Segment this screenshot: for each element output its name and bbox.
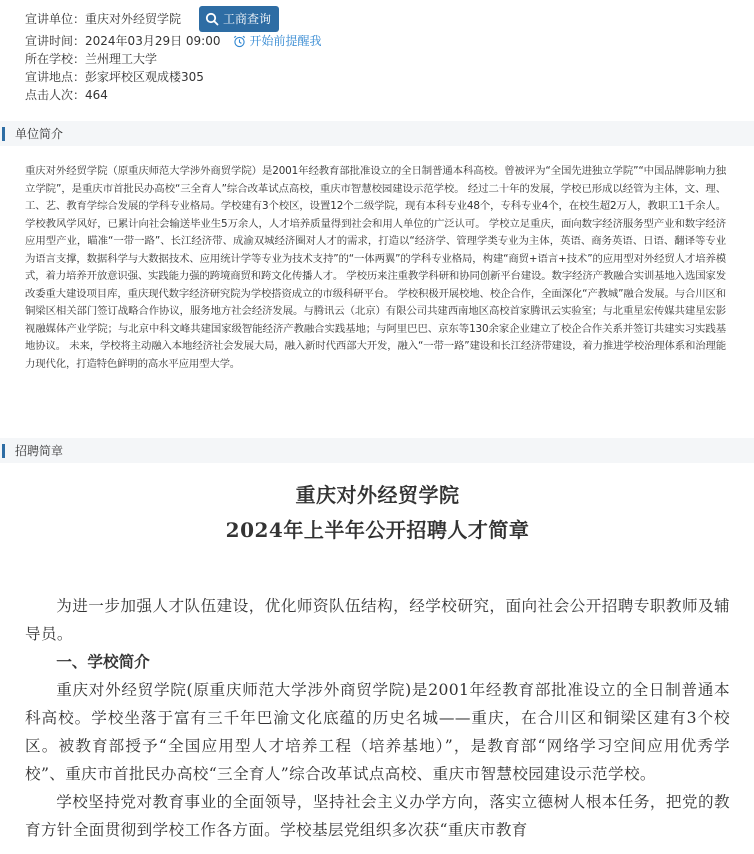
unit-label: 宣讲单位：: [25, 12, 86, 26]
school-label: 所在学校：: [25, 52, 86, 66]
time-value: 2024年03月29日 09:00: [85, 34, 221, 48]
recruitment-document: [25, 478, 730, 844]
company-intro-text: 重庆对外经贸学院（原重庆师范大学涉外商贸学院）是2001年经教育部批准设立的全日制普通本科高校。曾被评为“全国先进独立学院”“中国品牌影响力独立学院”，是重庆市首批民办高校“三全育人”综合改革试点高校，重庆市智慧校园建设示范学校。 经过二十年的发展，学校已形成以经管为主体，文、理、工、艺、教育学综合发展的学科专业格局。学校建有3个校区，设置12个二级学院，现有本科专业48个，专科专业4个，在校生超2万人，教职工1千余人。学校教风学风好，已累计向社会输送毕业生5万余人，人才培养质量得到社会和用人单位的广泛认可。 学校立足重庆，面向数字经济服务型产业和数字经济应用型产业，瞄准“一带一路”、长江经济带、成渝双城经济圈对人才的需求，打造以“经济学、管理学类专业为主体，英语、商务英语、日语、翻译等专业为语言支撑，数据科学与大数据技术、应用统计学等专业为技术支持”的“一体两翼”的学科专业格局，构建“商贸+语言+技术”的应用型对外经贸人才培养模式，着力培养开放意识强、实践能力强的跨境商贸和跨文化传播人才。 学校历来注重教学科研和协同创新平台建设。数字经济产教融合实训基地入选国家发改委重大建设项目库，重庆现代数字经济研究院为学校搭资成立的市级科研平台。 学校积极开展校地、校企合作，全面深化“产教城”融合发展。与合川区和铜梁区相关部门签订战略合作协议，服务地方社会经济发展。与腾讯云（北京）有限公司共建西南地区高校首家腾讯云实验室；与北重星宏传媒共建星宏影视融媒体产业学院；与北京中科文峰共建国家级智能经济产教融合实践基地；与阿里巴巴、京东等130余家企业建立了校企合作关系并签订共建实习实践基地协议。 未来，学校将主动融入本地经济社会发展大局，融入新时代西部大开发，融入“一带一路”建设和长江经济带建设，着力推进学校治理体系和治理能力现代化，打造特色鲜明的高水平应用型大学。: [25, 165, 726, 370]
unit-row: [25, 6, 725, 32]
place-value: 彭家坪校区观成楼305: [85, 70, 204, 84]
remind-me-label: 开始前提醒我: [249, 34, 322, 48]
business-query-label: 工商查询: [223, 12, 272, 26]
alarm-clock-icon: [233, 35, 246, 48]
search-icon: [205, 12, 219, 26]
intro-section-title: 单位简介: [15, 127, 64, 141]
views-label: 点击人次：: [25, 88, 86, 102]
doc-heading: 一、学校简介: [56, 652, 150, 671]
views-row: [25, 86, 725, 104]
recruit-section-header: [0, 438, 754, 463]
lecture-info: [25, 6, 725, 104]
school-row: [25, 50, 725, 68]
place-row: [25, 68, 725, 86]
recruit-section-title: 招聘简章: [15, 444, 64, 458]
business-query-button[interactable]: [199, 6, 279, 32]
doc-title-line1: 重庆对外经贸学院: [295, 483, 460, 507]
remind-me-link[interactable]: [233, 32, 322, 50]
place-label: 宣讲地点：: [25, 70, 86, 84]
unit-value: 重庆对外经贸学院: [85, 12, 182, 26]
section-marker: [2, 127, 5, 141]
time-row: [25, 32, 725, 50]
views-value: 464: [85, 88, 108, 102]
doc-paragraph: 学校坚持党对教育事业的全面领导，坚持社会主义办学方向，落实立德树人根本任务，把党的教育方针全面贯彻到学校工作各方面。学校基层党组织多次获“重庆市教育: [25, 793, 730, 839]
time-label: 宣讲时间：: [25, 34, 86, 48]
doc-paragraph: 为进一步加强人才队伍建设，优化师资队伍结构，经学校研究，面向社会公开招聘专职教师及辅导员。: [25, 597, 730, 643]
school-value: 兰州理工大学: [85, 52, 158, 66]
doc-paragraph: 重庆对外经贸学院(原重庆师范大学涉外商贸学院)是2001年经教育部批准设立的全日制普通本科高校。学校坐落于富有三千年巴渝文化底蕴的历史名城——重庆，在合川区和铜梁区建有3个校区。被教育部授予“全国应用型人才培养工程（培养基地）”，是教育部“网络学习空间应用优秀学校”、重庆市首批民办高校“三全育人”综合改革试点高校、重庆市智慧校园建设示范学校。: [25, 681, 730, 783]
intro-section-header: [0, 121, 754, 146]
section-marker: [2, 444, 5, 458]
doc-title-line2: 2024年上半年公开招聘人才简章: [225, 518, 530, 542]
